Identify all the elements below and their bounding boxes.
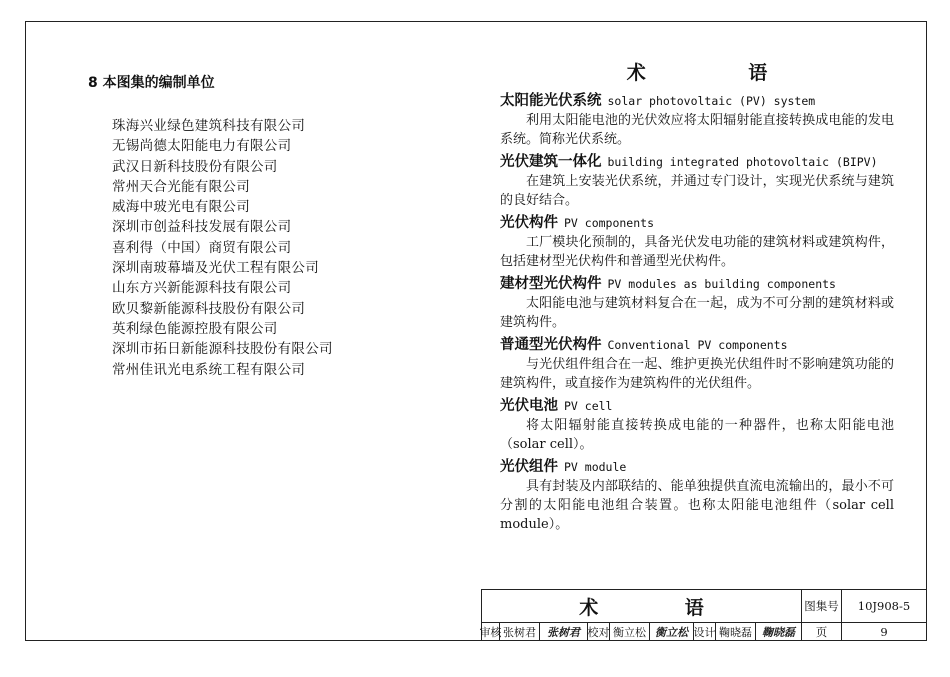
atlas-number-label: 图集号 <box>802 590 842 623</box>
units-section-title: 8 本图集的编制单位 <box>88 75 215 91</box>
designer-name: 鞠晓磊 <box>716 623 756 641</box>
list-item: 常州佳讯光电系统工程有限公司 <box>112 361 306 378</box>
list-item: 喜利得（中国）商贸有限公司 <box>112 239 292 256</box>
title-block <box>481 589 927 641</box>
list-item: 山东方兴新能源科技有限公司 <box>112 280 292 297</box>
list-item: 深圳南玻幕墙及光伏工程有限公司 <box>112 260 319 277</box>
term-definition: 太阳能电池与建筑材料复合在一起，成为不可分割的建筑材料或建筑构件。 <box>500 296 894 330</box>
list-item: 常州天合光能有限公司 <box>112 178 250 195</box>
term-zh: 太阳能光伏系统 <box>500 93 602 109</box>
list-item: 无锡尚德太阳能电力有限公司 <box>112 138 292 155</box>
term-entry <box>500 152 894 210</box>
approval-row <box>479 623 802 641</box>
reviewer-signature: 张树君 <box>540 623 588 641</box>
review-label: 审核 <box>482 623 500 641</box>
list-item: 英利绿色能源控股有限公司 <box>112 320 278 337</box>
list-item: 珠海兴业绿色建筑科技有限公司 <box>112 118 306 134</box>
design-label: 设计 <box>694 623 716 641</box>
atlas-number: 10J908-5 <box>842 590 926 623</box>
term-zh: 光伏电池 <box>500 398 558 414</box>
term-en: Conventional PV components <box>607 338 788 352</box>
term-definition: 工厂模块化预制的，具备光伏发电功能的建筑材料或建筑构件，包括建材型光伏构件和普通型光伏构件。 <box>500 235 894 269</box>
term-entry <box>500 457 894 534</box>
term-en: PV modules as building components <box>607 277 836 291</box>
term-zh: 建材型光伏构件 <box>500 276 602 292</box>
term-en: building integrated photovoltaic (BIPV) <box>607 155 878 169</box>
terminology-title: 术 语 <box>626 62 816 84</box>
page-number: 9 <box>880 625 888 639</box>
term-zh: 普通型光伏构件 <box>500 337 602 353</box>
term-en: PV components <box>564 216 655 230</box>
term-definition: 将太阳辐射能直接转换成电能的一种器件，也称太阳能电池（solar cell）。 <box>500 418 894 452</box>
term-en: PV cell <box>564 399 613 413</box>
term-entry <box>500 396 894 454</box>
term-definition: 利用太阳能电池的光伏效应将太阳辐射能直接转换成电能的发电系统。简称光伏系统。 <box>500 113 894 147</box>
list-item: 武汉日新科技股份有限公司 <box>112 158 278 175</box>
check-label: 校对 <box>588 623 610 641</box>
list-item: 威海中玻光电有限公司 <box>112 199 250 216</box>
term-definition: 具有封装及内部联结的、能单独提供直流电流输出的，最小不可分割的太阳能电池组合装置。也称太阳能电池组件（solar cell module）。 <box>500 479 894 532</box>
reviewer-name: 张树君 <box>500 623 540 641</box>
compiling-units-list <box>112 116 333 380</box>
term-en: PV module <box>564 460 627 474</box>
list-item: 深圳市拓日新能源科技股份有限公司 <box>112 341 333 358</box>
term-zh: 光伏构件 <box>500 215 558 231</box>
list-item: 深圳市创益科技发展有限公司 <box>112 219 292 236</box>
term-entry <box>500 274 894 332</box>
checker-signature: 衡立松 <box>650 623 694 641</box>
checker-name: 衡立松 <box>610 623 650 641</box>
term-entry <box>500 213 894 271</box>
term-zh: 光伏建筑一体化 <box>500 154 602 170</box>
term-definition: 在建筑上安装光伏系统，并通过专门设计，实现光伏系统与建筑的良好结合。 <box>500 174 894 208</box>
term-en: solar photovoltaic (PV) system <box>607 94 816 108</box>
term-zh: 光伏组件 <box>500 459 558 475</box>
title-block-title: 术 语 <box>482 590 802 623</box>
term-definition: 与光伏组件组合在一起、维护更换光伏组件时不影响建筑功能的建筑构件，或直接作为建筑构件的光伏组件。 <box>500 357 894 391</box>
list-item: 欧贝黎新能源科技股份有限公司 <box>112 300 306 317</box>
designer-signature: 鞠晓磊 <box>756 623 802 641</box>
terminology-section <box>500 58 894 537</box>
term-entry <box>500 91 894 149</box>
term-entry <box>500 335 894 393</box>
page-label: 页 <box>802 623 842 641</box>
